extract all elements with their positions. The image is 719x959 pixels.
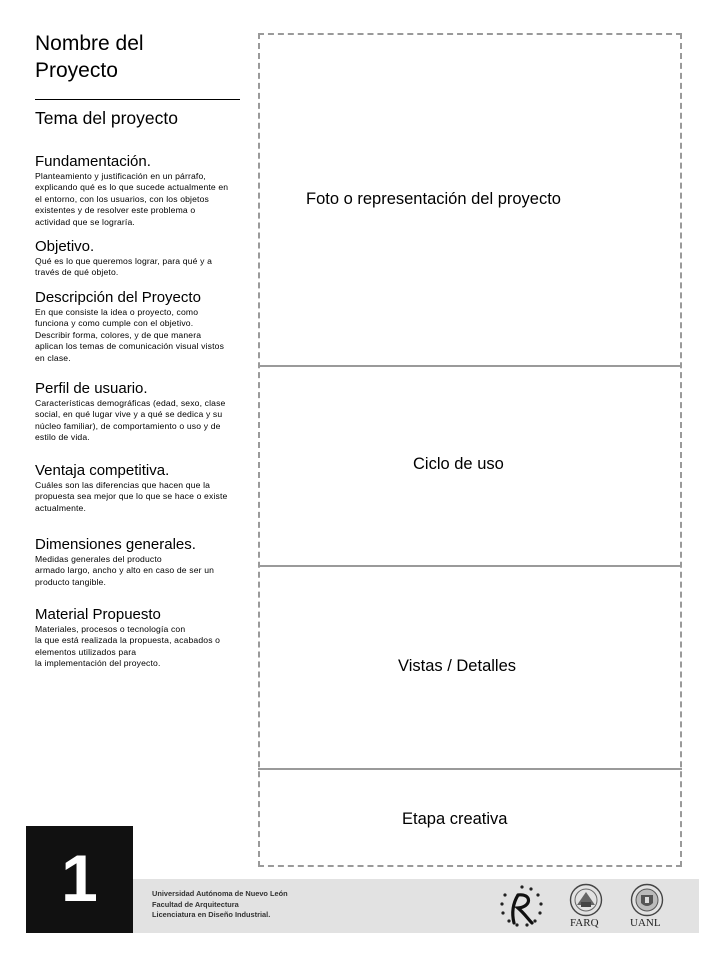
- title-divider: [35, 99, 240, 100]
- institution-line: Facultad de Arquitectura: [152, 899, 239, 909]
- section-heading: Fundamentación.: [35, 153, 151, 170]
- section-descripcion: [35, 289, 257, 364]
- section-body: Características demográficas (edad, sexo, clase social, en qué lugar vive y a qué se dedica y su núcleo familiar), de comportamiento o uso y de estilo de vida.: [35, 398, 226, 443]
- project-name-line2: Proyecto: [35, 59, 118, 82]
- page-number: 1: [61, 841, 98, 915]
- program-r-logo-icon: [498, 883, 546, 929]
- section-heading: Ventaja competitiva.: [35, 462, 170, 479]
- panel-divider: [258, 365, 682, 367]
- section-heading: Material Propuesto: [35, 606, 161, 623]
- uanl-caption: UANL: [630, 917, 661, 929]
- project-name-line1: Nombre del: [35, 32, 144, 55]
- project-name-title: [35, 30, 235, 84]
- section-body: Materiales, procesos o tecnología con la que está realizada la propuesta, acabados o elementos utilizados para la implementación del proyecto.: [35, 624, 221, 669]
- panels-frame: [258, 33, 682, 867]
- panel-divider: [258, 768, 682, 770]
- section-heading: Perfil de usuario.: [35, 380, 148, 397]
- section-heading: Descripción del Proyecto: [35, 289, 201, 306]
- section-objetivo: [35, 238, 257, 279]
- page-number-badge: [26, 826, 133, 933]
- section-body: Qué es lo que queremos lograr, para qué y a través de qué objeto.: [35, 256, 212, 278]
- section-body: En que consiste la idea o proyecto, como funciona y como cumple con el objetivo. Describir forma, colores, y de que manera aplican los temas de comunicación visual vistos en clase.: [35, 307, 225, 363]
- institution-line: Licenciatura en Diseño Industrial.: [152, 910, 271, 919]
- creative-stage-panel-label: Etapa creativa: [402, 810, 508, 828]
- institution-line: Universidad Autónoma de Nuevo León: [152, 889, 288, 898]
- section-fundamentacion: [35, 153, 257, 228]
- usage-cycle-panel-label: Ciclo de uso: [413, 455, 504, 473]
- section-heading: Dimensiones generales.: [35, 536, 196, 553]
- project-topic: Tema del proyecto: [35, 108, 178, 128]
- section-body: Medidas generales del producto armado largo, ancho y alto en caso de ser un producto tangible.: [35, 554, 215, 587]
- uanl-seal-icon: [629, 883, 665, 917]
- section-material: [35, 606, 257, 670]
- institution-block: [152, 889, 288, 921]
- section-body: Planteamiento y justificación en un párrafo, explicando qué es lo que sucede actualmente en el entorno, con los usuarios, con los objetos existentes y de resolver este problema o actividad que se lograría.: [35, 171, 229, 227]
- section-ventaja-competitiva: [35, 462, 257, 514]
- section-heading: Objetivo.: [35, 238, 95, 255]
- photo-panel-label: Foto o representación del proyecto: [306, 190, 561, 208]
- section-body: Cuáles son las diferencias que hacen que la propuesta sea mejor que lo que se hace o existe actualmente.: [35, 480, 228, 513]
- panel-divider: [258, 565, 682, 567]
- section-perfil-usuario: [35, 380, 257, 444]
- farq-seal-icon: [568, 883, 604, 917]
- section-dimensiones: [35, 536, 257, 588]
- views-panel-label: Vistas / Detalles: [398, 657, 516, 675]
- farq-caption: FARQ: [570, 917, 599, 929]
